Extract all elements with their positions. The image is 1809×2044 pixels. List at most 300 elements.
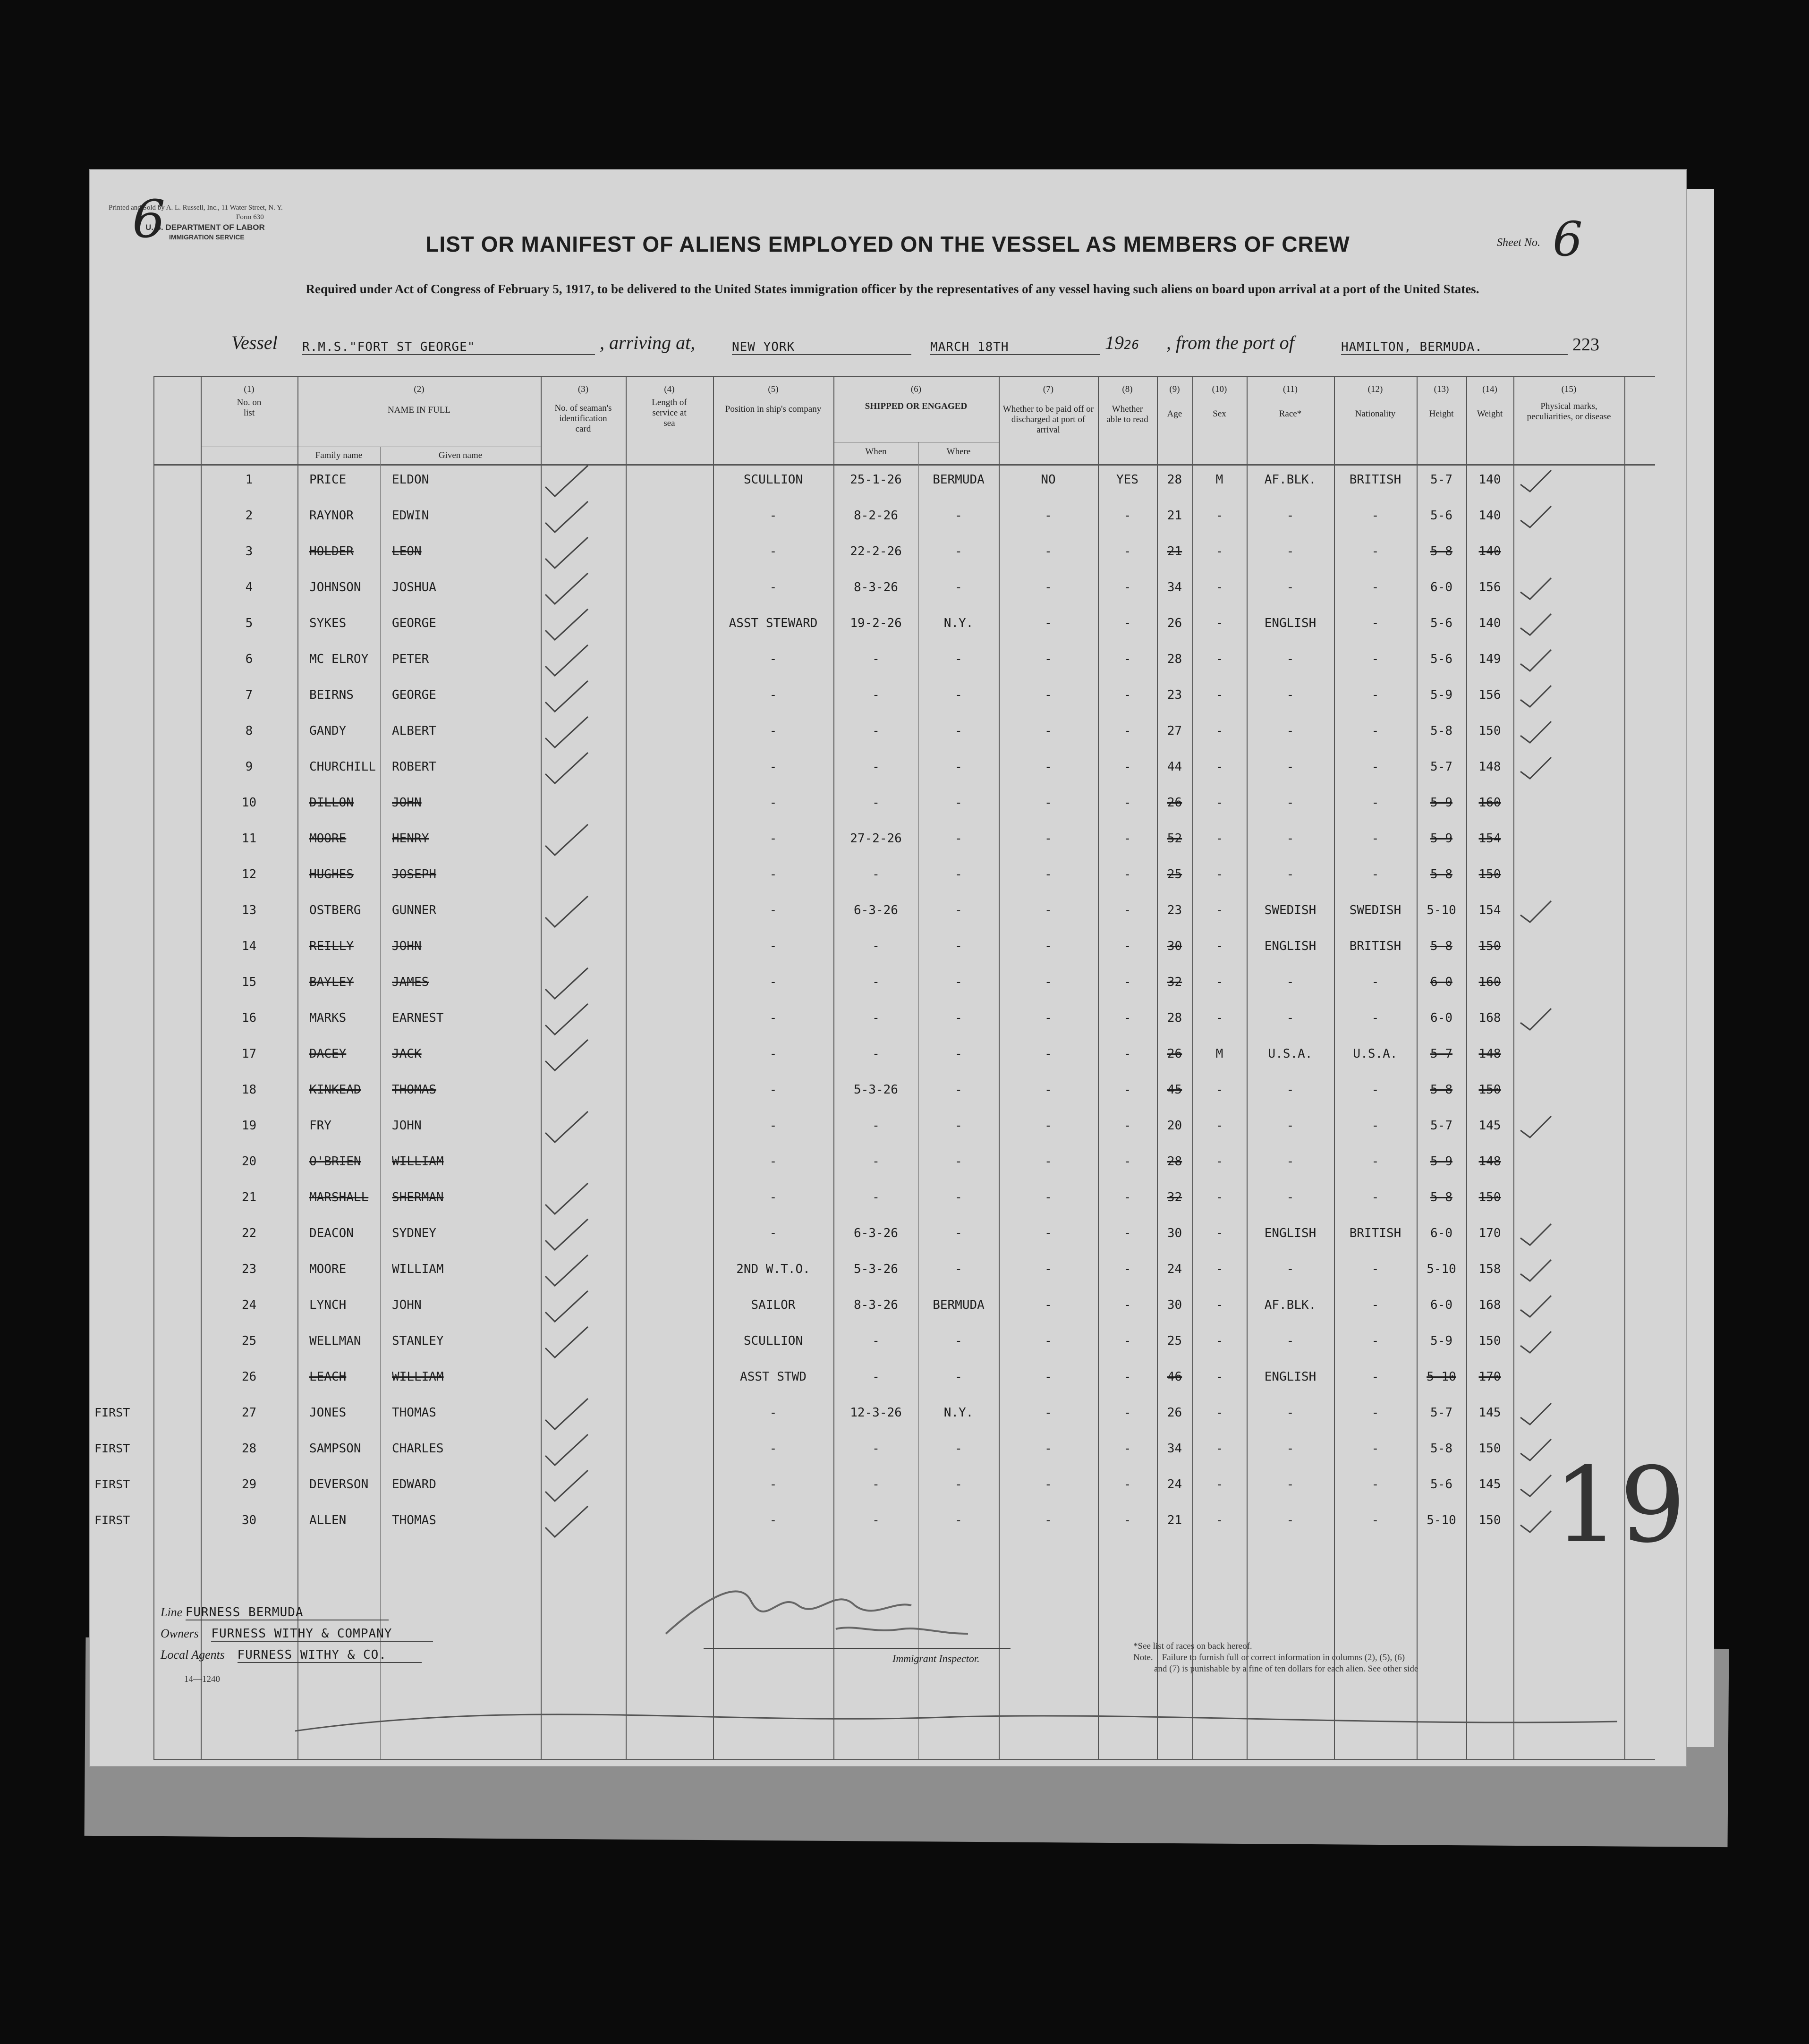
row-20-age: 28	[1167, 1154, 1182, 1169]
row-22-where: -	[955, 1226, 962, 1240]
row-8-no: 8	[245, 724, 253, 738]
crew-table	[94, 376, 1655, 1759]
row-26-where: -	[955, 1370, 962, 1384]
row-1-family: PRICE	[309, 473, 347, 487]
row-21-paid: -	[1045, 1190, 1052, 1204]
row-7-marks-check	[1520, 686, 1551, 707]
row-12-no: 12	[241, 867, 257, 882]
row-8-height: 5-8	[1430, 724, 1452, 738]
row-5-age: 26	[1167, 616, 1182, 630]
row-5-sex: -	[1215, 616, 1223, 630]
row-21-where: -	[955, 1190, 962, 1204]
row-29-family: DEVERSON	[309, 1477, 369, 1492]
row-29-height: 5-6	[1430, 1477, 1452, 1492]
row-1-age: 28	[1167, 473, 1182, 487]
row-9-race: -	[1286, 760, 1294, 774]
row-2-sex: -	[1215, 509, 1223, 523]
row-6-weight: 149	[1478, 652, 1501, 666]
row-18-age: 45	[1167, 1083, 1182, 1097]
handwritten-marks	[153, 376, 1655, 1759]
row-27-age: 26	[1167, 1406, 1182, 1420]
row-14-when: -	[872, 939, 880, 953]
row-9-weight: 148	[1478, 760, 1501, 774]
row-25-family: WELLMAN	[309, 1334, 361, 1348]
row-3-where: -	[955, 544, 962, 559]
row-19-given: JOHN	[392, 1119, 422, 1133]
row-17-id-check-mark	[545, 1040, 588, 1070]
row-26-read: -	[1123, 1370, 1131, 1384]
row-28-nat: -	[1371, 1442, 1379, 1456]
row-13-weight: 154	[1478, 903, 1501, 917]
row-17-no: 17	[241, 1047, 257, 1061]
row-2-weight: 140	[1478, 509, 1501, 523]
manifest-sheet	[90, 170, 1686, 1766]
row-4-no: 4	[245, 580, 253, 594]
row-14-nat: BRITISH	[1349, 939, 1401, 953]
row-27-pre: FIRST	[94, 1406, 130, 1419]
row-27-id-check-mark	[545, 1399, 588, 1429]
row-26-position: ASST STWD	[740, 1370, 807, 1384]
row-26-weight: 170	[1478, 1370, 1501, 1384]
row-1-where: BERMUDA	[933, 473, 985, 487]
row-17-when: -	[872, 1047, 880, 1061]
row-27-sex: -	[1215, 1406, 1223, 1420]
row-11-nat: -	[1371, 831, 1379, 846]
row-2-given: EDWIN	[392, 509, 429, 523]
row-23-race: -	[1286, 1262, 1294, 1276]
row-25-no: 25	[241, 1334, 257, 1348]
row-23-height: 5-10	[1427, 1262, 1456, 1276]
row-25-weight: 150	[1478, 1334, 1501, 1348]
row-11-no: 11	[241, 831, 257, 846]
row-6-sex: -	[1215, 652, 1223, 666]
row-18-height: 5-8	[1430, 1083, 1452, 1097]
row-10-sex: -	[1215, 796, 1223, 810]
row-14-read: -	[1123, 939, 1131, 953]
row-13-race: SWEDISH	[1264, 903, 1316, 917]
row-21-given: SHERMAN	[392, 1190, 444, 1204]
row-27-family: JONES	[309, 1406, 347, 1420]
row-13-paid: -	[1045, 903, 1052, 917]
row-29-sex: -	[1215, 1477, 1223, 1492]
row-3-age: 21	[1167, 544, 1182, 559]
row-19-paid: -	[1045, 1119, 1052, 1133]
row-17-height: 5-7	[1430, 1047, 1452, 1061]
row-28-marks-check	[1520, 1439, 1551, 1460]
row-30-where: -	[955, 1513, 962, 1527]
row-28-family: SAMPSON	[309, 1442, 361, 1456]
row-9-when: -	[872, 760, 880, 774]
row-23-where: -	[955, 1262, 962, 1276]
row-16-age: 28	[1167, 1011, 1182, 1025]
row-3-sex: -	[1215, 544, 1223, 559]
row-1-marks-check	[1520, 470, 1551, 492]
row-5-paid: -	[1045, 616, 1052, 630]
row-10-weight: 160	[1478, 796, 1501, 810]
row-13-given: GUNNER	[392, 903, 436, 917]
row-5-position: ASST STEWARD	[729, 616, 818, 630]
row-15-age: 32	[1167, 975, 1182, 989]
row-8-age: 27	[1167, 724, 1182, 738]
arriving-port: NEW YORK	[732, 340, 911, 355]
row-26-paid: -	[1045, 1370, 1052, 1384]
row-18-position: -	[769, 1083, 777, 1097]
row-1-id-check-mark	[545, 466, 588, 496]
inspector-signature	[656, 1563, 987, 1657]
row-12-where: -	[955, 867, 962, 882]
row-3-family: HOLDER	[309, 544, 354, 559]
row-13-no: 13	[241, 903, 257, 917]
row-18-weight: 150	[1478, 1083, 1501, 1097]
row-1-sex: M	[1215, 473, 1223, 487]
row-21-race: -	[1286, 1190, 1294, 1204]
row-6-age: 28	[1167, 652, 1182, 666]
row-3-no: 3	[245, 544, 253, 559]
row-30-height: 5-10	[1427, 1513, 1456, 1527]
row-12-paid: -	[1045, 867, 1052, 882]
row-6-read: -	[1123, 652, 1131, 666]
row-5-height: 5-6	[1430, 616, 1452, 630]
row-25-marks-check	[1520, 1332, 1551, 1353]
row-2-paid: -	[1045, 509, 1052, 523]
row-28-read: -	[1123, 1442, 1131, 1456]
row-2-no: 2	[245, 509, 253, 523]
row-28-age: 34	[1167, 1442, 1182, 1456]
row-11-id-check-mark	[545, 824, 588, 855]
row-8-family: GANDY	[309, 724, 347, 738]
row-1-weight: 140	[1478, 473, 1501, 487]
row-16-id-check-mark	[545, 1004, 588, 1035]
row-21-age: 32	[1167, 1190, 1182, 1204]
row-27-when: 12-3-26	[850, 1406, 902, 1420]
row-28-weight: 150	[1478, 1442, 1501, 1456]
row-9-marks-check	[1520, 757, 1551, 779]
col-6-header: (6) SHIPPED OR ENGAGED	[865, 384, 968, 411]
row-7-no: 7	[245, 688, 253, 702]
tally-number: 19	[1554, 1445, 1686, 1566]
row-4-height: 6-0	[1430, 580, 1452, 594]
row-20-race: -	[1286, 1154, 1294, 1169]
row-19-position: -	[769, 1119, 777, 1133]
col-1-header: (1) No. on list	[237, 384, 262, 418]
row-12-race: -	[1286, 867, 1294, 882]
row-8-read: -	[1123, 724, 1131, 738]
row-24-id-check-mark	[545, 1291, 588, 1322]
row-30-age: 21	[1167, 1513, 1182, 1527]
row-15-height: 6-0	[1430, 975, 1452, 989]
row-15-position: -	[769, 975, 777, 989]
row-2-race: -	[1286, 509, 1294, 523]
row-27-read: -	[1123, 1406, 1131, 1420]
row-30-sex: -	[1215, 1513, 1223, 1527]
row-3-read: -	[1123, 544, 1131, 559]
row-30-position: -	[769, 1513, 777, 1527]
row-6-nat: -	[1371, 652, 1379, 666]
row-7-nat: -	[1371, 688, 1379, 702]
row-13-read: -	[1123, 903, 1131, 917]
row-29-paid: -	[1045, 1477, 1052, 1492]
row-14-given: JOHN	[392, 939, 422, 953]
row-5-no: 5	[245, 616, 253, 630]
row-19-height: 5-7	[1430, 1119, 1452, 1133]
row-28-given: CHARLES	[392, 1442, 444, 1456]
row-28-position: -	[769, 1442, 777, 1456]
col-3-header: (3) No. of seaman's identification card	[554, 384, 612, 434]
row-9-nat: -	[1371, 760, 1379, 774]
row-22-no: 22	[241, 1226, 257, 1240]
row-17-age: 26	[1167, 1047, 1182, 1061]
row-4-family: JOHNSON	[309, 580, 361, 594]
row-16-height: 6-0	[1430, 1011, 1452, 1025]
row-2-where: -	[955, 509, 962, 523]
row-22-height: 6-0	[1430, 1226, 1452, 1240]
row-11-position: -	[769, 831, 777, 846]
row-11-read: -	[1123, 831, 1131, 846]
row-24-marks-check	[1520, 1296, 1551, 1317]
row-16-marks-check	[1520, 1009, 1551, 1030]
row-17-paid: -	[1045, 1047, 1052, 1061]
printer-credit: Printed and Sold by A. L. Russell, Inc., 11 Water Street, N. Y. Form 630	[109, 204, 283, 221]
row-19-weight: 145	[1478, 1119, 1501, 1133]
row-27-position: -	[769, 1406, 777, 1420]
row-7-when: -	[872, 688, 880, 702]
row-28-no: 28	[241, 1442, 257, 1456]
row-4-sex: -	[1215, 580, 1223, 594]
row-9-age: 44	[1167, 760, 1182, 774]
col-5-header: (5) Position in ship's company	[725, 384, 822, 414]
row-12-nat: -	[1371, 867, 1379, 882]
row-12-position: -	[769, 867, 777, 882]
row-5-read: -	[1123, 616, 1131, 630]
row-15-when: -	[872, 975, 880, 989]
row-29-no: 29	[241, 1477, 257, 1492]
row-14-where: -	[955, 939, 962, 953]
row-13-id-check-mark	[545, 896, 588, 927]
row-27-height: 5-7	[1430, 1406, 1452, 1420]
row-16-read: -	[1123, 1011, 1131, 1025]
row-22-position: -	[769, 1226, 777, 1240]
col-8-header: (8) Whether able to read	[1106, 384, 1148, 424]
row-28-paid: -	[1045, 1442, 1052, 1456]
row-13-age: 23	[1167, 903, 1182, 917]
row-12-age: 25	[1167, 867, 1182, 882]
row-7-family: BEIRNS	[309, 688, 354, 702]
row-14-sex: -	[1215, 939, 1223, 953]
row-14-position: -	[769, 939, 777, 953]
row-5-nat: -	[1371, 616, 1379, 630]
row-18-sex: -	[1215, 1083, 1223, 1097]
row-25-given: STANLEY	[392, 1334, 444, 1348]
row-17-nat: U.S.A.	[1353, 1047, 1398, 1061]
row-24-paid: -	[1045, 1298, 1052, 1312]
row-30-pre: FIRST	[94, 1513, 130, 1527]
row-27-where: N.Y.	[943, 1406, 974, 1420]
row-9-height: 5-7	[1430, 760, 1452, 774]
row-6-marks-check	[1520, 650, 1551, 671]
row-16-where: -	[955, 1011, 962, 1025]
row-21-weight: 150	[1478, 1190, 1501, 1204]
row-26-no: 26	[241, 1370, 257, 1384]
row-4-nat: -	[1371, 580, 1379, 594]
row-4-when: 8-3-26	[854, 580, 898, 594]
row-10-read: -	[1123, 796, 1131, 810]
vessel-name: R.M.S."FORT ST GEORGE"	[302, 340, 595, 355]
row-4-paid: -	[1045, 580, 1052, 594]
row-1-given: ELDON	[392, 473, 429, 487]
row-4-read: -	[1123, 580, 1131, 594]
row-9-given: ROBERT	[392, 760, 436, 774]
row-29-given: EDWARD	[392, 1477, 436, 1492]
row-23-nat: -	[1371, 1262, 1379, 1276]
row-18-when: 5-3-26	[854, 1083, 898, 1097]
row-15-where: -	[955, 975, 962, 989]
row-29-read: -	[1123, 1477, 1131, 1492]
row-22-read: -	[1123, 1226, 1131, 1240]
row-6-when: -	[872, 652, 880, 666]
row-19-read: -	[1123, 1119, 1131, 1133]
row-15-family: BAYLEY	[309, 975, 354, 989]
row-7-race: -	[1286, 688, 1294, 702]
row-11-given: HENRY	[392, 831, 429, 846]
row-11-sex: -	[1215, 831, 1223, 846]
row-15-paid: -	[1045, 975, 1052, 989]
row-22-race: ENGLISH	[1264, 1226, 1316, 1240]
row-8-position: -	[769, 724, 777, 738]
row-19-sex: -	[1215, 1119, 1223, 1133]
row-19-when: -	[872, 1119, 880, 1133]
year-field: 1926	[1105, 332, 1140, 353]
row-24-race: AF.BLK.	[1264, 1298, 1316, 1312]
row-26-sex: -	[1215, 1370, 1223, 1384]
row-18-no: 18	[241, 1083, 257, 1097]
closing-line	[295, 1714, 1617, 1731]
row-10-family: DILLON	[309, 796, 354, 810]
row-20-where: -	[955, 1154, 962, 1169]
row-24-weight: 168	[1478, 1298, 1501, 1312]
row-10-given: JOHN	[392, 796, 422, 810]
row-29-age: 24	[1167, 1477, 1182, 1492]
owners-field: Owners FURNESS WITHY & COMPANY	[161, 1627, 433, 1642]
col-10-header: (10) Sex	[1212, 384, 1227, 419]
row-16-when: -	[872, 1011, 880, 1025]
row-19-age: 20	[1167, 1119, 1182, 1133]
row-9-no: 9	[245, 760, 253, 774]
row-17-given: JACK	[392, 1047, 422, 1061]
row-16-weight: 168	[1478, 1011, 1501, 1025]
row-30-read: -	[1123, 1513, 1131, 1527]
row-20-family: O'BRIEN	[309, 1154, 361, 1169]
row-7-read: -	[1123, 688, 1131, 702]
row-21-sex: -	[1215, 1190, 1223, 1204]
row-17-weight: 148	[1478, 1047, 1501, 1061]
row-29-id-check-mark	[545, 1470, 588, 1501]
row-23-given: WILLIAM	[392, 1262, 444, 1276]
row-3-weight: 140	[1478, 544, 1501, 559]
row-25-nat: -	[1371, 1334, 1379, 1348]
row-7-where: -	[955, 688, 962, 702]
row-5-given: GEORGE	[392, 616, 436, 630]
row-29-nat: -	[1371, 1477, 1379, 1492]
page-number: 223	[1572, 335, 1599, 355]
row-29-race: -	[1286, 1477, 1294, 1492]
row-10-no: 10	[241, 796, 257, 810]
row-7-sex: -	[1215, 688, 1223, 702]
row-22-paid: -	[1045, 1226, 1052, 1240]
row-7-position: -	[769, 688, 777, 702]
row-6-paid: -	[1045, 652, 1052, 666]
row-22-id-check-mark	[545, 1219, 588, 1250]
row-4-marks-check	[1520, 578, 1551, 599]
row-7-weight: 156	[1478, 688, 1501, 702]
row-19-nat: -	[1371, 1119, 1379, 1133]
row-18-race: -	[1286, 1083, 1294, 1097]
row-24-height: 6-0	[1430, 1298, 1452, 1312]
vessel-label: Vessel	[231, 332, 278, 353]
row-11-where: -	[955, 831, 962, 846]
row-5-race: ENGLISH	[1264, 616, 1316, 630]
row-24-given: JOHN	[392, 1298, 422, 1312]
row-2-height: 5-6	[1430, 509, 1452, 523]
row-23-marks-check	[1520, 1260, 1551, 1281]
row-10-race: -	[1286, 796, 1294, 810]
row-27-marks-check	[1520, 1403, 1551, 1425]
row-10-position: -	[769, 796, 777, 810]
row-30-when: -	[872, 1513, 880, 1527]
row-7-given: GEORGE	[392, 688, 436, 702]
row-13-sex: -	[1215, 903, 1223, 917]
row-21-when: -	[872, 1190, 880, 1204]
row-6-no: 6	[245, 652, 253, 666]
row-27-weight: 145	[1478, 1406, 1501, 1420]
row-21-read: -	[1123, 1190, 1131, 1204]
row-17-read: -	[1123, 1047, 1131, 1061]
row-22-when: 6-3-26	[854, 1226, 898, 1240]
row-12-when: -	[872, 867, 880, 882]
row-30-id-check-mark	[545, 1506, 588, 1537]
row-22-age: 30	[1167, 1226, 1182, 1240]
row-9-paid: -	[1045, 760, 1052, 774]
row-24-no: 24	[241, 1298, 257, 1312]
row-14-paid: -	[1045, 939, 1052, 953]
row-11-family: MOORE	[309, 831, 347, 846]
row-16-family: MARKS	[309, 1011, 347, 1025]
col-6a-header: When	[865, 447, 887, 457]
row-25-height: 5-9	[1430, 1334, 1452, 1348]
row-28-id-check-mark	[545, 1434, 588, 1465]
row-17-race: U.S.A.	[1268, 1047, 1313, 1061]
row-20-when: -	[872, 1154, 880, 1169]
row-1-paid: NO	[1041, 473, 1056, 487]
row-6-where: -	[955, 652, 962, 666]
row-8-when: -	[872, 724, 880, 738]
row-5-when: 19-2-26	[850, 616, 902, 630]
row-11-when: 27-2-26	[850, 831, 902, 846]
col-4-header: (4) Length of service at sea	[652, 384, 687, 428]
row-17-family: DACEY	[309, 1047, 347, 1061]
row-15-sex: -	[1215, 975, 1223, 989]
row-30-race: -	[1286, 1513, 1294, 1527]
row-2-id-check-mark	[545, 501, 588, 532]
row-9-id-check-mark	[545, 753, 588, 783]
row-12-height: 5-8	[1430, 867, 1452, 882]
row-25-when: -	[872, 1334, 880, 1348]
row-10-age: 26	[1167, 796, 1182, 810]
row-29-where: -	[955, 1477, 962, 1492]
row-8-id-check-mark	[545, 717, 588, 747]
row-11-paid: -	[1045, 831, 1052, 846]
inspector-label: Immigrant Inspector.	[892, 1653, 980, 1664]
row-25-where: -	[955, 1334, 962, 1348]
